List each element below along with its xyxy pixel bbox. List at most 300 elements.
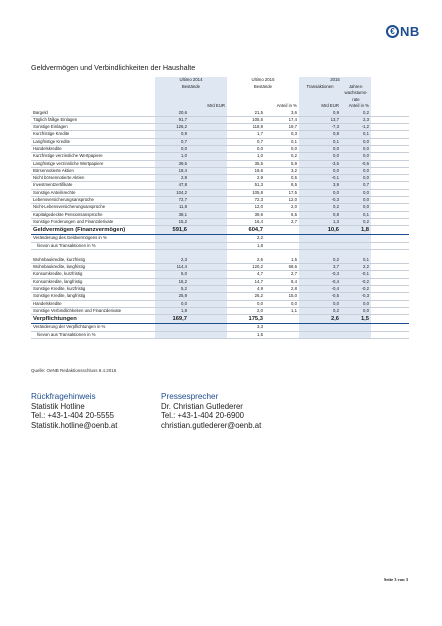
- row-label: Nicht börsennotierte Aktien: [31, 175, 155, 182]
- row-label: Lebensversicherungsansprüche: [31, 197, 155, 204]
- change-label: Veränderung der Verpflichtungen in %: [31, 324, 155, 331]
- value-2015: 21,5: [227, 110, 265, 117]
- row-label: Langfristige verzinsliche Wertpapiere: [31, 160, 155, 167]
- asset-row: [31, 218, 409, 225]
- row-label: Konsumkredite, kurzfristig: [31, 271, 155, 278]
- asset-row: [31, 138, 409, 145]
- spacer: [371, 197, 409, 204]
- spacer: [189, 315, 227, 324]
- liability-row: [31, 278, 409, 285]
- growth-2015: -0,2: [341, 286, 371, 293]
- assets-change-row: [31, 235, 409, 242]
- spacer: [189, 110, 227, 117]
- value-2015: 2,9: [227, 175, 265, 182]
- spacer: [371, 138, 409, 145]
- total-transactions: 10,6: [299, 226, 341, 235]
- share-2015: 5,9: [265, 160, 299, 167]
- value-2015: 0,0: [227, 300, 265, 307]
- contact-hotline-name: Statistik Hotline: [31, 401, 85, 411]
- spacer: [371, 264, 409, 271]
- spacer: [155, 235, 189, 242]
- share-2015: 2,7: [265, 271, 299, 278]
- growth-2015: 0,0: [341, 307, 371, 314]
- spacer: [371, 242, 409, 249]
- spacer: [189, 235, 227, 242]
- value-2015: 51,3: [227, 182, 265, 189]
- row-label: Täglich fällige Einlagen: [31, 116, 155, 123]
- asset-row: [31, 145, 409, 152]
- growth-2015: -0,1: [341, 271, 371, 278]
- value-2014: 0,0: [155, 145, 189, 152]
- change-value: 1,5: [227, 331, 265, 338]
- share-2015: 0,5: [265, 175, 299, 182]
- value-2015: 12,0: [227, 204, 265, 211]
- share-2015: 2,8: [265, 286, 299, 293]
- spacer: [371, 145, 409, 152]
- liability-row: [31, 293, 409, 300]
- value-2015: 26,2: [227, 293, 265, 300]
- spacer: [371, 175, 409, 182]
- growth-2015: 0,7: [341, 182, 371, 189]
- growth-2015: 2,2: [341, 264, 371, 271]
- value-2014: 0,9: [155, 131, 189, 138]
- contact-hotline-email[interactable]: Statistik.hotline@oenb.at: [31, 420, 118, 430]
- row-label: Kapitalgedeckte Pensionsansprüche: [31, 211, 155, 218]
- growth-2015: 0,0: [341, 138, 371, 145]
- transactions-2015: 3,7: [299, 264, 341, 271]
- total-growth: 1,8: [341, 226, 371, 235]
- page-number: Seite 3 von 3: [383, 577, 408, 582]
- contact-press-phone: Tel.: +43-1-404 20-6900: [161, 411, 245, 421]
- spacer: [265, 235, 299, 242]
- share-2015: 0,2: [265, 153, 299, 160]
- value-2015: 2,0: [227, 307, 265, 314]
- transactions-2015: -0,4: [299, 278, 341, 285]
- value-2014: 104,2: [155, 189, 189, 196]
- transactions-2015: 0,8: [299, 211, 341, 218]
- value-2014: 18,4: [155, 167, 189, 174]
- growth-2015: 2,3: [341, 116, 371, 123]
- value-2014: 5,0: [155, 271, 189, 278]
- row-label: Handelskredite: [31, 145, 155, 152]
- growth-2015: 0,1: [341, 257, 371, 264]
- growth-2015: 0,0: [341, 153, 371, 160]
- growth-2015: -0,2: [341, 278, 371, 285]
- transactions-2015: 3,9: [299, 182, 341, 189]
- page-title: Geldvermögen und Verbindlichkeiten der Haushalte: [31, 63, 196, 72]
- liab-change-sub-row: [31, 331, 409, 338]
- asset-row: [31, 160, 409, 167]
- value-2015: 1,0: [227, 153, 265, 160]
- transactions-2015: 1,3: [299, 218, 341, 225]
- spacer: [371, 307, 409, 314]
- spacer: [371, 249, 409, 257]
- source-note: Quelle: OeNB Redaktionsschluss 8.4.2016: [31, 368, 117, 373]
- logo-text: NB: [400, 24, 420, 39]
- spacer: [371, 235, 409, 242]
- spacer: [189, 145, 227, 152]
- share-2015: 17,5: [265, 189, 299, 196]
- value-2015: 105,8: [227, 189, 265, 196]
- value-2014: 47,8: [155, 182, 189, 189]
- row-label: Langfristige Kredite: [31, 138, 155, 145]
- row-label: Sonstige Kredite, langfristig: [31, 293, 155, 300]
- row-label: Konsumkredite, langfristig: [31, 278, 155, 285]
- spacer: [189, 271, 227, 278]
- asset-row: [31, 182, 409, 189]
- value-2015: 4,7: [227, 271, 265, 278]
- row-label: Sonstige Forderungen und Finanzderivate: [31, 218, 155, 225]
- transactions-2015: 0,0: [299, 153, 341, 160]
- spacer: [341, 331, 371, 338]
- spacer: [189, 124, 227, 131]
- total-2014: 169,7: [155, 315, 189, 324]
- spacer: [189, 264, 227, 271]
- spacer: [189, 257, 227, 264]
- share-2015: 68,6: [265, 264, 299, 271]
- transactions-2015: -0,1: [299, 175, 341, 182]
- growth-2015: 0,1: [341, 131, 371, 138]
- spacer: [155, 242, 189, 249]
- growth-2015: 0,0: [341, 197, 371, 204]
- unit-mrd2: Mrd EUR: [299, 103, 341, 110]
- share-2015: 2,0: [265, 204, 299, 211]
- spacer: [371, 218, 409, 225]
- contact-press-email[interactable]: christian.gutlederer@oenb.at: [161, 420, 262, 430]
- change-label: hievon aus Transaktionen in %: [31, 242, 155, 249]
- value-2015: 120,2: [227, 264, 265, 271]
- value-2014: 2,9: [155, 175, 189, 182]
- spacer: [189, 131, 227, 138]
- spacer: [371, 131, 409, 138]
- value-2015: 16,4: [227, 218, 265, 225]
- oenb-logo: [386, 24, 420, 39]
- transactions-2015: 0,0: [299, 189, 341, 196]
- spacer: [371, 110, 409, 117]
- transactions-2015: 0,1: [299, 138, 341, 145]
- transactions-2015: -3,5: [299, 160, 341, 167]
- spacer: [371, 300, 409, 307]
- growth-2015: 0,0: [341, 204, 371, 211]
- col-growth-sub2: wachstums-: [341, 90, 371, 97]
- value-2014: 39,5: [155, 160, 189, 167]
- growth-2015: 0,2: [341, 218, 371, 225]
- row-label: Handelskredite: [31, 300, 155, 307]
- total-label: Geldvermögen (Finanzvermögen): [31, 226, 155, 235]
- spacer: [371, 278, 409, 285]
- spacer: [189, 249, 227, 257]
- asset-row: [31, 189, 409, 196]
- value-2015: 0,0: [227, 145, 265, 152]
- asset-row: [31, 197, 409, 204]
- transactions-2015: 13,7: [299, 116, 341, 123]
- spacer: [189, 189, 227, 196]
- spacer: [371, 286, 409, 293]
- share-2015: 12,0: [265, 197, 299, 204]
- unit-anteil: Anteil in %: [276, 103, 297, 108]
- contact-press-name: Dr. Christian Gutlederer: [161, 401, 243, 411]
- growth-2015: 0,1: [341, 211, 371, 218]
- spacer: [371, 189, 409, 196]
- liability-row: [31, 271, 409, 278]
- value-2015: 118,9: [227, 124, 265, 131]
- spacer: [155, 324, 189, 331]
- value-2015: 72,3: [227, 197, 265, 204]
- spacer: [341, 242, 371, 249]
- row-label: Sonstige Verbindlichkeiten und Finanzderivate: [31, 307, 155, 314]
- row-label: Kurzfristige verzinsliche Wertpapiere: [31, 153, 155, 160]
- unit-anteil2: Anteil in %: [341, 103, 371, 110]
- share-2015: 17,4: [265, 116, 299, 123]
- growth-2015: 0,2: [341, 110, 371, 117]
- total-2014: 591,6: [155, 226, 189, 235]
- value-2015: 39,6: [227, 211, 265, 218]
- row-label: Bargeld: [31, 110, 155, 117]
- spacer: [189, 153, 227, 160]
- transactions-2015: 0,2: [299, 307, 341, 314]
- share-2015: 0,1: [265, 138, 299, 145]
- spacer: [371, 315, 409, 324]
- spacer: [371, 324, 409, 331]
- change-label: hievon aus Transaktionen in %: [31, 331, 155, 338]
- liability-row: [31, 286, 409, 293]
- share-2015: 1,5: [265, 257, 299, 264]
- spacer: [189, 197, 227, 204]
- growth-2015: 0,0: [341, 189, 371, 196]
- liab-change-row: [31, 324, 409, 331]
- share-2015: 15,0: [265, 293, 299, 300]
- spacer: [265, 242, 299, 249]
- value-2015: 35,5: [227, 160, 265, 167]
- growth-2015: -0,3: [341, 293, 371, 300]
- liability-row: [31, 307, 409, 314]
- transactions-2015: -0,3: [299, 271, 341, 278]
- value-2014: 11,8: [155, 204, 189, 211]
- share-2015: 0,0: [265, 300, 299, 307]
- spacer: [189, 138, 227, 145]
- col-growth-sub: Jahres-: [341, 84, 371, 91]
- spacer: [189, 160, 227, 167]
- row-label: Kurzfristige Kredite: [31, 131, 155, 138]
- assets-change-sub-row: [31, 242, 409, 249]
- unit-mrd: Mrd EUR: [155, 103, 227, 110]
- transactions-2015: 0,8: [299, 131, 341, 138]
- growth-2015: 0,0: [341, 175, 371, 182]
- transactions-2015: 0,2: [299, 204, 341, 211]
- spacer: [189, 278, 227, 285]
- spacer: [189, 116, 227, 123]
- euro-icon: €: [386, 25, 399, 38]
- value-2014: 114,4: [155, 264, 189, 271]
- spacer: [371, 160, 409, 167]
- row-label: Wohnbaukredite, langfristig: [31, 264, 155, 271]
- row-label: Nicht-Lebensversicherungsansprüche: [31, 204, 155, 211]
- share-2015: 19,7: [265, 124, 299, 131]
- spacer: [371, 153, 409, 160]
- spacer: [31, 249, 155, 257]
- transactions-2015: 0,0: [299, 300, 341, 307]
- value-2014: 25,9: [155, 293, 189, 300]
- total-transactions: 2,6: [299, 315, 341, 324]
- spacer: [227, 249, 265, 257]
- growth-2015: -1,2: [341, 124, 371, 131]
- share-2015: 6,5: [265, 211, 299, 218]
- change-value: 2,2: [227, 235, 265, 242]
- liability-row: [31, 300, 409, 307]
- value-2015: 1,7: [227, 131, 265, 138]
- share-2015: 3,2: [265, 167, 299, 174]
- spacer: [189, 211, 227, 218]
- total-label: Verpflichtungen: [31, 315, 155, 324]
- spacer: [189, 300, 227, 307]
- spacer: [371, 116, 409, 123]
- change-value: 1,8: [227, 242, 265, 249]
- spacer: [155, 331, 189, 338]
- change-label: Veränderung des Geldvermögens in %: [31, 235, 155, 242]
- row-label: Sonstige Anteilsrechte: [31, 189, 155, 196]
- spacer: [265, 226, 299, 235]
- spacer: [189, 218, 227, 225]
- value-2014: 1,8: [155, 307, 189, 314]
- col-2014-header: Ultimo 2014: [155, 77, 227, 84]
- spacer: [371, 167, 409, 174]
- spacer: [189, 167, 227, 174]
- spacer: [299, 324, 341, 331]
- value-2014: 0,0: [155, 300, 189, 307]
- spacer: [155, 249, 189, 257]
- transactions-2015: 0,2: [299, 257, 341, 264]
- value-2015: 0,7: [227, 138, 265, 145]
- value-2014: 5,2: [155, 286, 189, 293]
- spacer: [265, 324, 299, 331]
- value-2015: 105,5: [227, 116, 265, 123]
- spacer: [189, 226, 227, 235]
- share-2015: 8,5: [265, 182, 299, 189]
- spacer: [265, 315, 299, 324]
- spacer: [371, 331, 409, 338]
- change-value: 3,3: [227, 324, 265, 331]
- spacer: [189, 307, 227, 314]
- total-2015: 175,3: [227, 315, 265, 324]
- spacer: [341, 249, 371, 257]
- spacer: [189, 293, 227, 300]
- spacer: [371, 124, 409, 131]
- contact-hotline-phone: Tel.: +43-1-404 20-5555: [31, 411, 115, 421]
- asset-row: [31, 211, 409, 218]
- spacer: [371, 271, 409, 278]
- asset-row: [31, 124, 409, 131]
- share-2015: 0,0: [265, 145, 299, 152]
- growth-2015: -0,6: [341, 160, 371, 167]
- growth-2015: 0,0: [341, 145, 371, 152]
- value-2014: 20,6: [155, 110, 189, 117]
- transactions-2015: 0,0: [299, 167, 341, 174]
- value-2014: 2,3: [155, 257, 189, 264]
- share-2015: 0,3: [265, 131, 299, 138]
- spacer: [189, 242, 227, 249]
- assets-total-row: [31, 226, 409, 235]
- growth-2015: 0,0: [341, 167, 371, 174]
- row-label: Börsennotierte Aktien: [31, 167, 155, 174]
- spacer: [341, 324, 371, 331]
- share-2015: 3,6: [265, 110, 299, 117]
- col-2015-sub: Bestände: [253, 83, 273, 89]
- liability-row: [31, 257, 409, 264]
- financial-table: [31, 77, 409, 339]
- share-2015: 1,1: [265, 307, 299, 314]
- spacer: [265, 331, 299, 338]
- growth-2015: 0,0: [341, 300, 371, 307]
- share-2015: 8,4: [265, 278, 299, 285]
- row-label: Investmentzertifikate: [31, 182, 155, 189]
- share-2015: 2,7: [265, 218, 299, 225]
- spacer: [371, 226, 409, 235]
- value-2014: 15,2: [155, 218, 189, 225]
- contact-press-head: Pressesprecher: [161, 392, 219, 401]
- total-growth: 1,5: [341, 315, 371, 324]
- row-label: Sonstige Einlagen: [31, 124, 155, 131]
- value-2014: 15,2: [155, 278, 189, 285]
- spacer: [371, 204, 409, 211]
- row-label: Wohnbaukredite, kurzfristig: [31, 257, 155, 264]
- liability-row: [31, 264, 409, 271]
- asset-row: [31, 116, 409, 123]
- asset-row: [31, 153, 409, 160]
- spacer: [189, 286, 227, 293]
- transactions-2015: -7,3: [299, 124, 341, 131]
- spacer: [371, 182, 409, 189]
- col-growth-sub3: rate: [341, 97, 371, 104]
- row-label: Sonstige Kredite, kurzfristig: [31, 286, 155, 293]
- value-2015: 14,7: [227, 278, 265, 285]
- asset-row: [31, 110, 409, 117]
- contact-hotline-head: Rückfragehinweis: [31, 392, 96, 401]
- spacer: [371, 211, 409, 218]
- value-2014: 72,7: [155, 197, 189, 204]
- asset-row: [31, 167, 409, 174]
- total-2015: 604,7: [227, 226, 265, 235]
- liabilities-total-row: [31, 315, 409, 324]
- contact-press: [161, 392, 331, 430]
- spacer: [371, 293, 409, 300]
- asset-row: [31, 175, 409, 182]
- value-2015: 4,9: [227, 286, 265, 293]
- col-2015-flows-header: 2015: [299, 77, 371, 84]
- value-2014: 91,7: [155, 116, 189, 123]
- spacer: [189, 204, 227, 211]
- spacer: [299, 235, 341, 242]
- asset-row: [31, 131, 409, 138]
- spacer: [299, 331, 341, 338]
- col-trans-sub: Transaktionen: [299, 84, 341, 91]
- value-2015: 19,6: [227, 167, 265, 174]
- spacer: [341, 235, 371, 242]
- spacer: [189, 175, 227, 182]
- spacer: [189, 331, 227, 338]
- value-2014: 38,1: [155, 211, 189, 218]
- spacer: [299, 242, 341, 249]
- gap-row: [31, 249, 409, 257]
- spacer: [265, 249, 299, 257]
- value-2014: 0,7: [155, 138, 189, 145]
- transactions-2015: -0,3: [299, 197, 341, 204]
- value-2014: 1,0: [155, 153, 189, 160]
- asset-row: [31, 204, 409, 211]
- transactions-2015: 0,9: [299, 110, 341, 117]
- value-2015: 2,6: [227, 257, 265, 264]
- spacer: [371, 257, 409, 264]
- transactions-2015: -0,4: [299, 286, 341, 293]
